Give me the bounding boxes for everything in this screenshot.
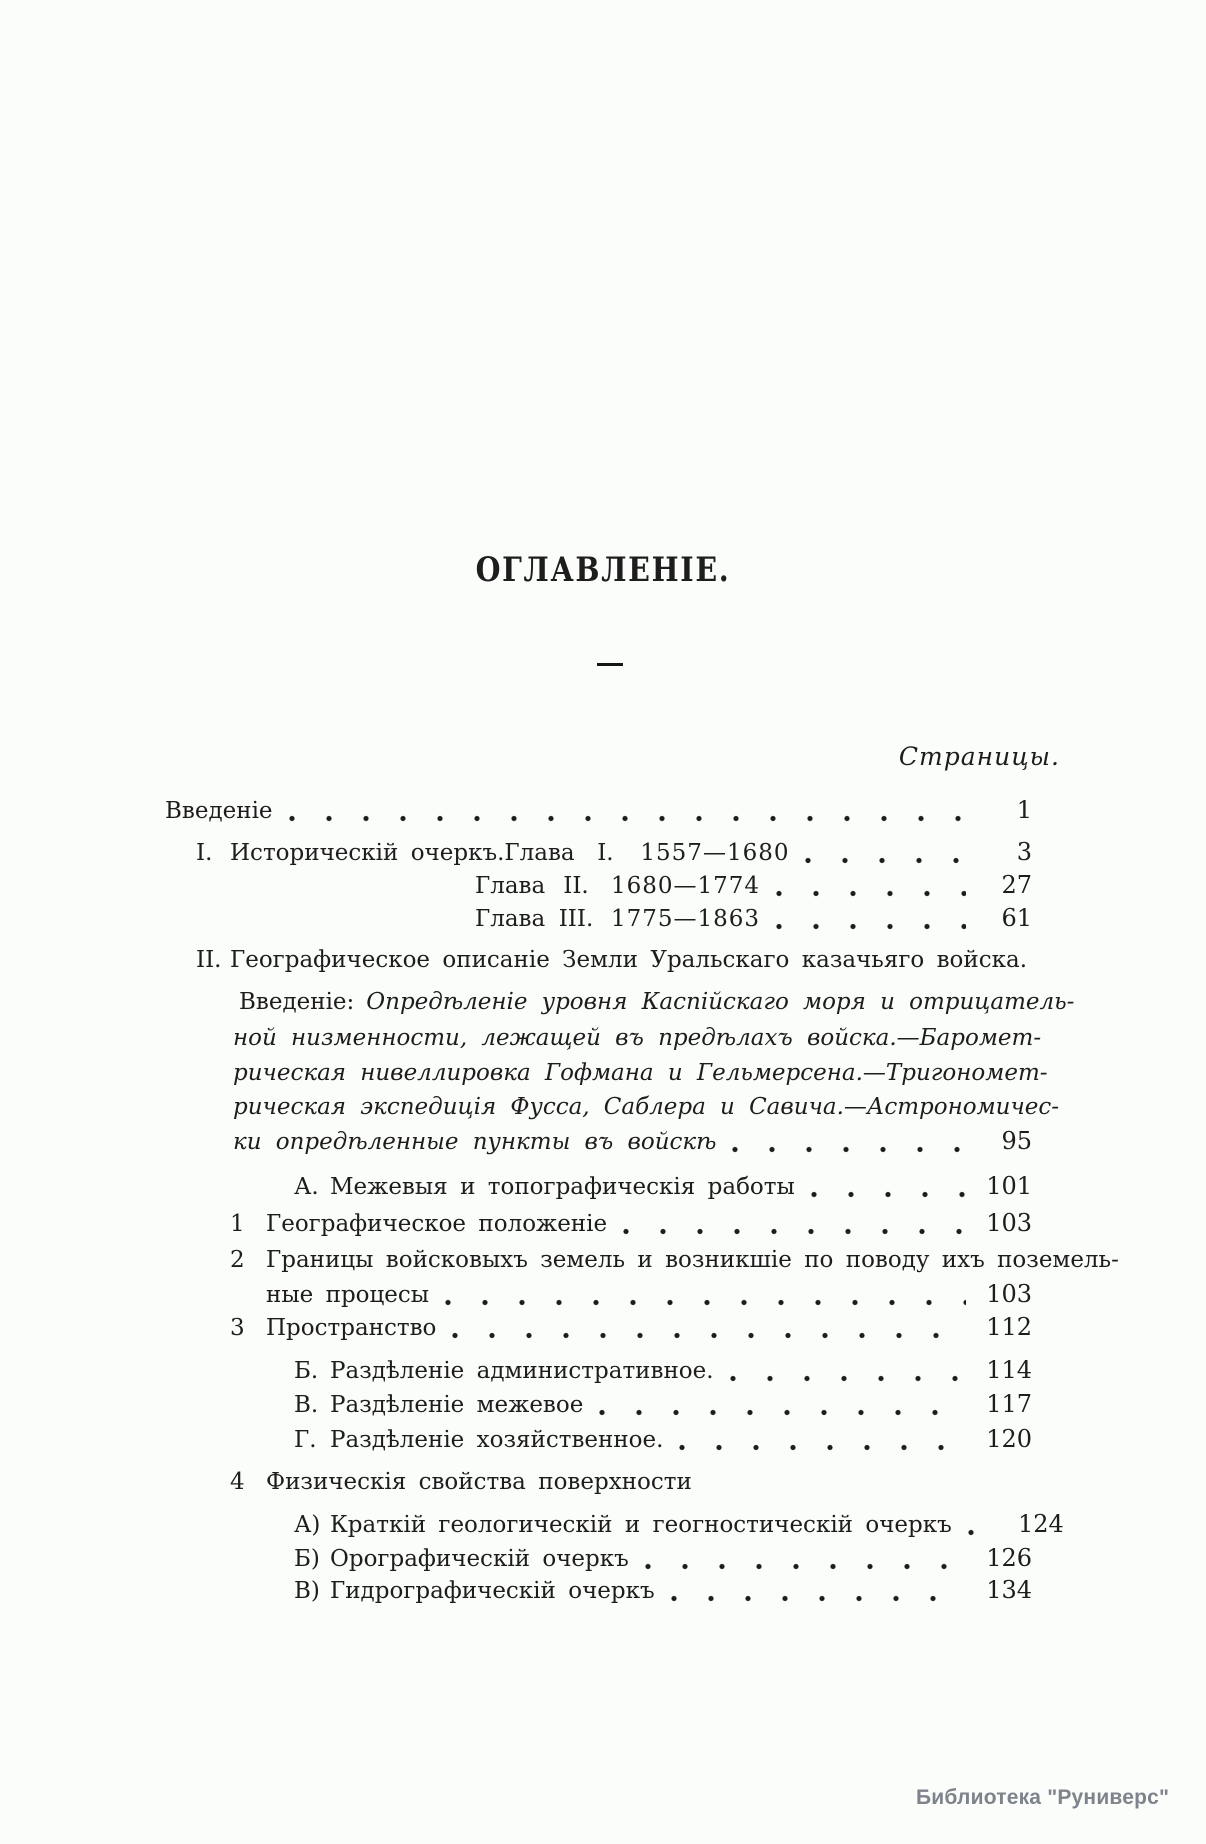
entry-label: Географическое описаніе Земли Уральскаго казачьяго войска. xyxy=(230,947,1028,973)
entry-label: Раздѣленіе административное. xyxy=(330,1358,714,1384)
toc-entry-fizicheskiya xyxy=(230,1468,1032,1496)
intro-text: рическая нивеллировка Гофмана и Гельмерсена.—Тригономет- xyxy=(233,1060,1048,1086)
dot-leader xyxy=(776,923,966,930)
intro-text: Опредѣленіе уровня Каспійскаго моря и отрицатель- xyxy=(366,989,1075,1015)
dot-leader xyxy=(289,815,966,822)
dot-leader xyxy=(679,1444,966,1451)
chapter-numeral: III. xyxy=(558,906,594,932)
page-number: 3 xyxy=(1016,838,1032,866)
page-number: 126 xyxy=(986,1544,1032,1572)
entry-index: Б) xyxy=(294,1546,320,1572)
entry-label: Введеніе xyxy=(165,798,273,824)
entry-label: Пространство xyxy=(266,1315,437,1341)
toc-entry-prostranstvo xyxy=(230,1313,1032,1342)
intro-text: ной низменности, лежащей въ предѣлахъ войска.—Баромет- xyxy=(233,1025,1042,1051)
library-watermark: Библиотека "Руниверс" xyxy=(916,1786,1170,1809)
chapter-word: Глава xyxy=(504,840,575,866)
toc-entry-geologicheskij xyxy=(294,1510,1064,1539)
chapter-word: Глава xyxy=(475,906,546,932)
dot-leader xyxy=(623,1228,966,1235)
dot-leader xyxy=(645,1563,966,1570)
page-number: 117 xyxy=(986,1390,1032,1418)
entry-index: 4 xyxy=(230,1469,245,1495)
toc-entry-orograficheskij xyxy=(294,1544,1032,1573)
section-divider xyxy=(597,663,623,666)
entry-label: Краткій геологическій и геогностическій очеркъ xyxy=(330,1512,952,1538)
dot-leader xyxy=(732,1146,966,1153)
toc-entry-razdelenie-mezh xyxy=(294,1390,1032,1419)
toc-entry-glava3 xyxy=(475,904,1032,933)
entry-label: Физическія свойства поверхности xyxy=(266,1469,692,1495)
entry-index: II. xyxy=(196,947,222,973)
entry-label: Орографическій очеркъ xyxy=(330,1546,629,1572)
toc-intro-line-4 xyxy=(233,1093,1060,1121)
page-number: 134 xyxy=(986,1576,1032,1604)
chapter-numeral: I. xyxy=(597,840,614,866)
entry-label: ные процесы xyxy=(266,1282,430,1308)
entry-label: Географическое положеніе xyxy=(266,1211,608,1237)
entry-index: А) xyxy=(294,1512,321,1538)
toc-entry-razdelenie-adm xyxy=(294,1356,1032,1385)
entry-index: 3 xyxy=(230,1315,245,1341)
toc-intro-line-2 xyxy=(233,1024,1042,1052)
dot-leader xyxy=(671,1595,966,1602)
page-number: 124 xyxy=(1017,1510,1064,1538)
page-number: 27 xyxy=(1001,871,1032,899)
toc-intro-line-5 xyxy=(233,1127,1032,1156)
toc-entry-istoricheskij-glava1 xyxy=(196,838,1032,867)
dot-leader xyxy=(730,1375,966,1382)
page-number: 95 xyxy=(1001,1127,1032,1155)
toc-entry-razdelenie-hoz xyxy=(294,1425,1032,1454)
toc-entry-glava2 xyxy=(475,871,1032,900)
entry-label: Историческій очеркъ. xyxy=(230,840,505,866)
chapter-dates: 1557—1680 xyxy=(640,840,790,866)
toc-entry-polozhenie xyxy=(230,1209,1032,1238)
entry-label: Гидрографическій очеркъ xyxy=(330,1578,655,1604)
chapter-word: Глава xyxy=(475,873,546,899)
page-title: ОГЛАВЛЕНІЕ. xyxy=(475,550,731,590)
page-number: 1 xyxy=(1016,796,1032,824)
page-number: 120 xyxy=(986,1425,1032,1453)
toc-entry-granicy-line-2 xyxy=(266,1280,1032,1309)
dot-leader xyxy=(811,1191,966,1198)
dot-leader xyxy=(968,1529,998,1536)
pages-column-header: Страницы. xyxy=(898,742,1060,771)
entry-index: Б. xyxy=(294,1358,319,1384)
dot-leader xyxy=(599,1409,966,1416)
dot-leader xyxy=(445,1299,966,1306)
entry-index: 2 xyxy=(230,1247,245,1273)
entry-label: Раздѣленіе хозяйственное. xyxy=(330,1427,664,1453)
entry-label: Раздѣленіе межевое xyxy=(330,1392,584,1418)
intro-lead: Введеніе: xyxy=(239,989,355,1015)
page-number: 101 xyxy=(986,1172,1032,1200)
entry-label: Межевыя и топографическія работы xyxy=(330,1174,795,1200)
entry-index: В) xyxy=(294,1578,320,1604)
entry-index: А. xyxy=(294,1174,319,1200)
page-number: 112 xyxy=(986,1313,1032,1341)
chapter-numeral: II. xyxy=(563,873,589,899)
toc-intro-line-3 xyxy=(233,1059,1048,1087)
chapter-dates: 1680—1774 xyxy=(611,873,761,899)
entry-index: 1 xyxy=(230,1211,245,1237)
entry-index: В. xyxy=(294,1392,319,1418)
page-number: 61 xyxy=(1001,904,1032,932)
toc-entry-mezhevyya xyxy=(294,1172,1032,1201)
dot-leader xyxy=(805,857,966,864)
entry-index: I. xyxy=(196,840,213,866)
toc-entry-geograficheskoe xyxy=(196,946,1032,974)
toc-entry-gidrograficheskij xyxy=(294,1576,1032,1605)
page-number: 103 xyxy=(986,1280,1032,1308)
chapter-dates: 1775—1863 xyxy=(611,906,761,932)
entry-label: Границы войсковыхъ земель и возникшіе по поводу ихъ поземель- xyxy=(266,1247,1119,1273)
dot-leader xyxy=(776,890,966,897)
toc-intro-line-1 xyxy=(239,988,1075,1016)
toc-entry-granicy-line-1 xyxy=(230,1246,1119,1274)
page-number: 103 xyxy=(986,1209,1032,1237)
dot-leader xyxy=(452,1332,966,1339)
page-number: 114 xyxy=(986,1356,1032,1384)
toc-entry-vvedenie xyxy=(165,796,1032,825)
entry-index: Г. xyxy=(294,1427,317,1453)
intro-text: ки опредѣленные пункты въ войскѣ xyxy=(233,1129,717,1155)
intro-text: рическая экспедиція Фусса, Саблера и Савича.—Астрономичес- xyxy=(233,1094,1060,1120)
